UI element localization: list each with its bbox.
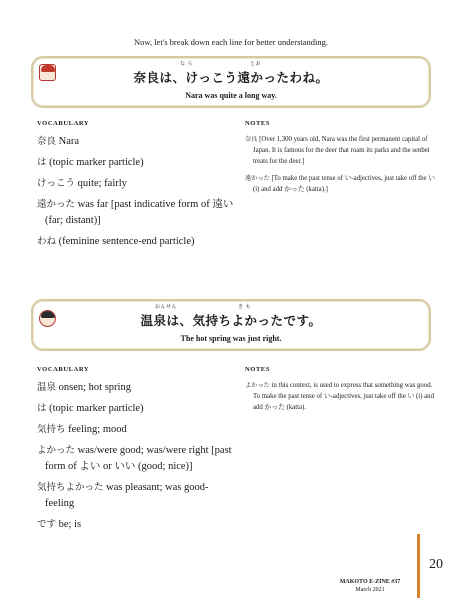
vocab-item: は (topic marker particle) (37, 157, 144, 168)
page-number: 20 (429, 557, 443, 572)
note-item: よかった in this context, is used to express that something was good. To make the past tense of い-adjectives, just take off the い (i) and add かった (katta). (245, 382, 434, 411)
phrase-japanese: 奈良は、けっこう遠かったわね。 (133, 70, 329, 85)
vocab-item: けっこう quite; fairly (37, 178, 127, 189)
notes-header: NOTES (245, 366, 271, 373)
vocab-item: 気持ち feeling; mood (37, 424, 127, 435)
footer-title: MAKOTO E-ZINE #37 (339, 579, 401, 585)
vocab-item: よかった was/were good; was/were right [past form of よい or いい (good; nice)] (37, 445, 232, 472)
vocab-item: は (topic marker particle) (37, 403, 144, 414)
intro-text: Now, let's break down each line for better understanding. (133, 37, 329, 47)
note-item: 遠かった [To make the past tense of い-adjectives, just take off the い (i) and add かった (katta).] (245, 175, 436, 193)
furigana-onsen: おんせん (155, 304, 178, 310)
phrase-box-2 (31, 299, 431, 351)
vocab-item: 気持ちよかった was pleasant; was good-feeling (37, 482, 209, 509)
notes-list-2 (245, 380, 437, 419)
phrase-english: The hot spring was just right. (180, 334, 282, 343)
notes-header: NOTES (245, 120, 271, 127)
note-item: 奈良 [Over 1,300 years old, Nara was the first permanent capital of Japan. It is famous for the deer that roam its parks and the senbei treats for the deer.] (245, 136, 430, 165)
phrase-box-1 (31, 56, 431, 108)
page-divider (417, 534, 420, 598)
vocab-list-2 (37, 380, 237, 538)
notes-list-1 (245, 134, 437, 201)
phrase-english: Nara was quite a long way. (185, 91, 277, 100)
footer (330, 578, 410, 594)
vocab-item: 奈良 Nara (37, 136, 80, 147)
vocab-item: です be; is (37, 519, 82, 530)
vocab-item: 温泉 onsen; hot spring (37, 382, 131, 393)
furigana-nara: な ら (180, 61, 194, 67)
footer-date: March 2021 (355, 587, 385, 593)
vocab-header: VOCABULARY (37, 120, 90, 127)
vocab-item: わね (feminine sentence-end particle) (37, 236, 195, 247)
phrase-japanese: 温泉は、気持ちよかったです。 (140, 313, 322, 328)
furigana-kimo: き も (238, 304, 252, 310)
furigana-too: とお (250, 61, 262, 67)
vocab-header: VOCABULARY (37, 366, 90, 373)
vocab-list-1 (37, 134, 237, 255)
vocab-item: 遠かった was far [past indicative form of 遠い (far; distant)] (37, 199, 234, 226)
